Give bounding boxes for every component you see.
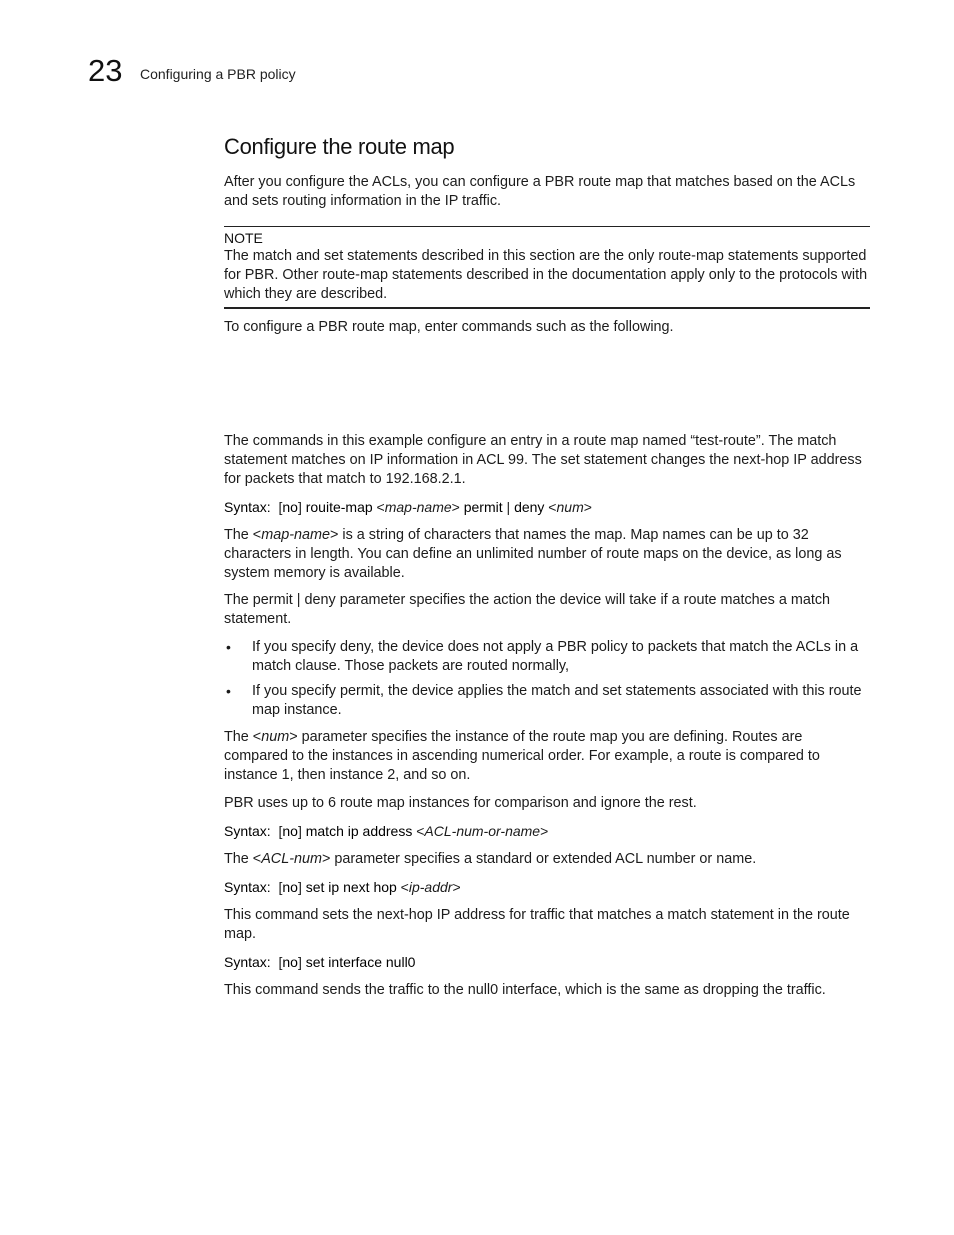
- chapter-number: 23: [88, 53, 123, 88]
- null0-description: This command sends the traffic to the null0 interface, which is the same as dropping the traffic.: [224, 982, 826, 998]
- example-description: The commands in this example configure an entry in a route map named “test-route”. The match statement matches on IP information in ACL 99. The set statement changes the next-hop IP address for packets that match to 192.168.2.1.: [224, 433, 862, 487]
- configure-intro: To configure a PBR route map, enter commands such as the following.: [224, 319, 674, 335]
- section-title: Configure the route map: [224, 134, 455, 159]
- intro-paragraph: After you configure the ACLs, you can configure a PBR route map that matches based on the ACLs and sets routing information in the IP traffic.: [224, 174, 856, 209]
- bullet-icon: •: [226, 639, 231, 655]
- note-text: The match and set statements described in this section are the only route-map statements supported for PBR. Other route-map statements described in the documentation apply only to the protocols with which they are described.: [224, 248, 868, 302]
- map-name-description: The <map-name> is a string of characters that names the map. Map names can be up to 32 characters in length. You can define an unlimited number of route maps on the device, as long as system memory is available.: [224, 527, 842, 581]
- syntax-null0: Syntax: [no] set interface null0: [224, 954, 416, 970]
- permit-deny-description: The permit | deny parameter specifies the action the device will take if a route matches a match statement.: [224, 592, 831, 627]
- bullet-icon: •: [226, 683, 231, 699]
- note-bottom-rule: [224, 307, 870, 309]
- note-label: NOTE: [224, 230, 263, 246]
- chapter-title: Configuring a PBR policy: [140, 66, 296, 82]
- num-description: The <num> parameter specifies the instance of the route map you are defining. Routes are compared to the instances in ascending numerical order. For example, a route is compared to instance 1, then instance 2, and so on.: [224, 729, 820, 783]
- acl-num-description: The <ACL-num> parameter specifies a standard or extended ACL number or name.: [224, 851, 757, 867]
- note-top-rule: [224, 226, 870, 227]
- pbr-limit-paragraph: PBR uses up to 6 route map instances for comparison and ignore the rest.: [224, 795, 697, 811]
- syntax-next-hop: Syntax: [no] set ip next hop <ip-addr>: [224, 879, 461, 895]
- syntax-route-map: Syntax: [no] rouite-map <map-name> permit | deny <num>: [224, 499, 592, 515]
- syntax-match-ip: Syntax: [no] match ip address <ACL-num-or-name>: [224, 823, 549, 839]
- next-hop-description: This command sets the next-hop IP address for traffic that matches a match statement in the route map.: [224, 907, 850, 942]
